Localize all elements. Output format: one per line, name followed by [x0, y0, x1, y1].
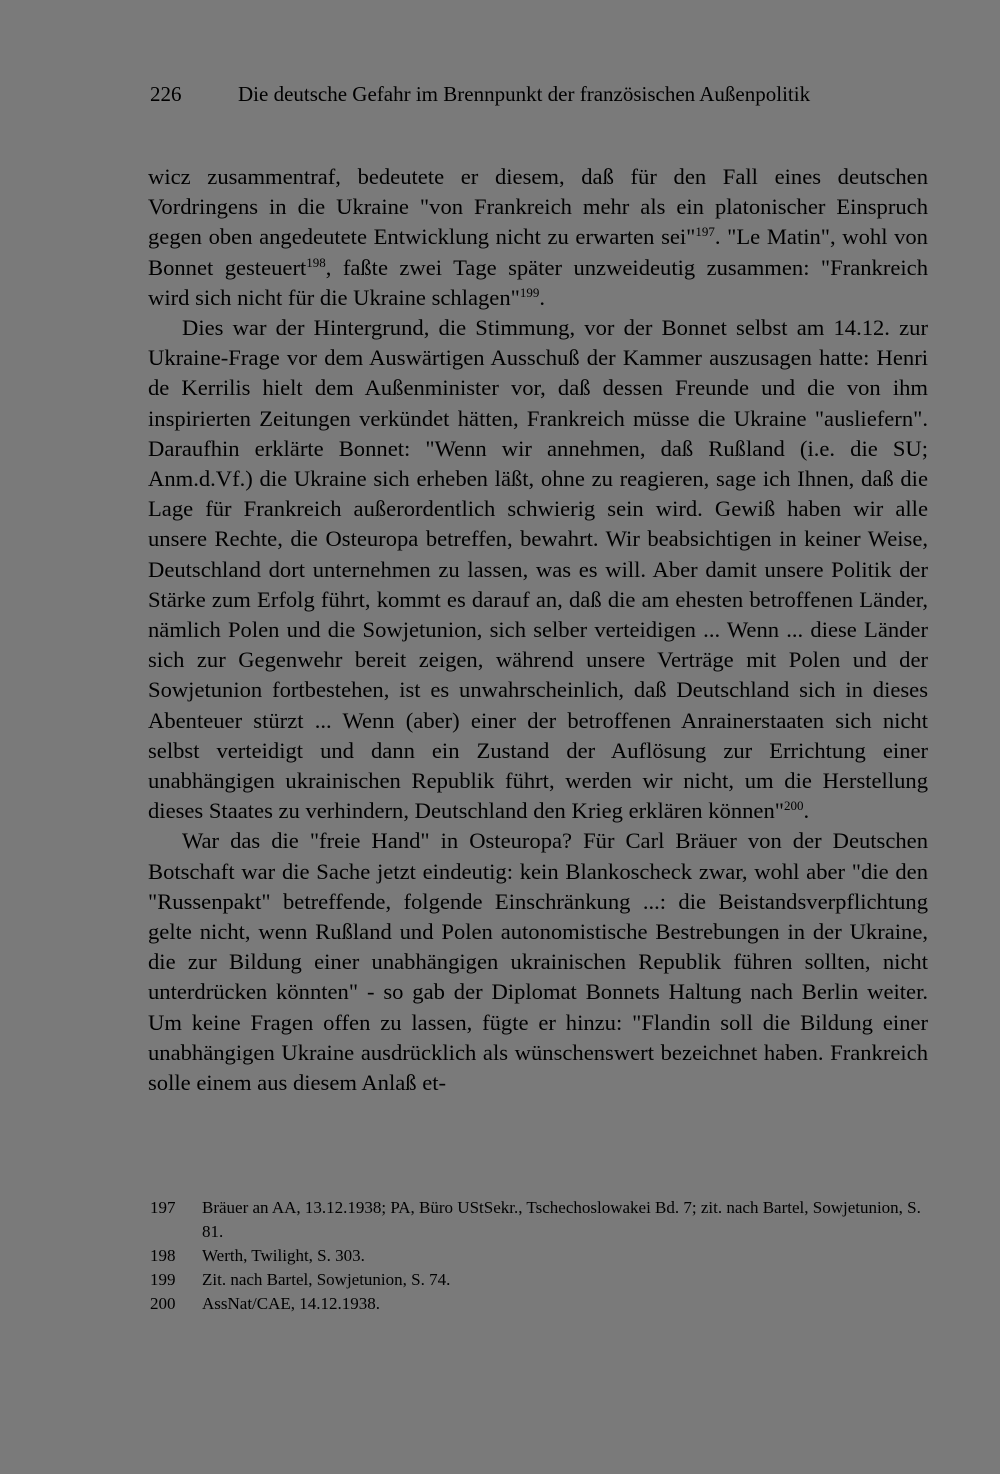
- footnote-text: AssNat/CAE, 14.12.1938.: [202, 1294, 381, 1313]
- paragraph-1-text-d: .: [539, 284, 546, 310]
- paragraph-2-text-a: Dies war der Hintergrund, die Stimmung, vor der Bonnet selbst am 14.12. zur Ukraine-Frage vor dem Auswärtigen Ausschuß der Kammer auszusagen hatte: Henri de Kerrilis hielt dem Außenminister vor, daß dessen Freunde und die von ihm inspirierten Zeitungen verkündet hätten, Frankreich müsse die Ukraine "ausliefern". Daraufhin erklärte Bonnet: "Wenn wir annehmen, daß Rußland (i.e. die SU; Anm.d.Vf.) die Ukraine sich erheben läßt, ohne zu reagieren, sage ich Ihnen, daß die Lage für Frankreich außerordentlich schwierig sein wird. Gewiß haben wir alle unsere Rechte, die Osteuropa betreffen, bewahrt. Wir beabsichtigen in keiner Weise, Deutschland dort unternehmen zu lassen, was es will. Aber damit unsere Politik der Stärke zum Erfolg führt, kommt es darauf an, daß die am ehesten betroffenen Länder, nämlich Polen und die Sowjetunion, sich selber verteidigen ... Wenn ... diese Länder sich zur Gegenwehr bereit zeigen, während unsere Verträge mit Polen und der Sowjetunion fortbestehen, ist es unwahrscheinlich, daß Deutschland sich in dieses Abenteuer stürzt ... Wenn (aber) einer der betroffenen Anrainerstaaten sich nicht selbst verteidigt und dann ein Zustand der Auflösung zur Errichtung einer unabhängigen ukrainischen Republik führt, werden wir nicht, um die Herstellung dieses Staates zu verhindern, Deutschland den Krieg erklären können": [148, 315, 928, 824]
- footnote: [150, 1196, 930, 1244]
- paragraph-2-text-b: .: [803, 798, 810, 824]
- footnotes: [150, 1196, 930, 1316]
- footnote: [150, 1244, 930, 1268]
- main-text: [148, 162, 928, 1098]
- paragraph-1: [148, 162, 928, 313]
- footnote-ref-198: 198: [306, 254, 326, 270]
- running-head: [150, 80, 850, 108]
- footnote-ref-199: 199: [519, 284, 540, 300]
- footnote-text: Werth, Twilight, S. 303.: [202, 1246, 365, 1265]
- paragraph-1-text-c: , faßte zwei Tage später unzweideutig zusammen: "Frankreich wird sich nicht für die Ukraine schlagen": [148, 254, 929, 310]
- footnote: [150, 1268, 930, 1292]
- paragraph-2: [148, 313, 928, 826]
- footnote-ref-200: 200: [783, 798, 804, 814]
- footnote-text: Zit. nach Bartel, Sowjetunion, S. 74.: [202, 1270, 451, 1289]
- footnote: [150, 1292, 930, 1316]
- running-title: Die deutsche Gefahr im Brennpunkt der französischen Außenpolitik: [238, 82, 811, 106]
- paragraph-1-text-a: wicz zusammentraf, bedeutete er diesem, daß für den Fall eines deutschen Vordringens in die Ukraine "von Frankreich mehr als ein platonischer Einspruch gegen oben angedeutete Entwicklung nicht zu erwarten sei": [148, 164, 928, 250]
- footnote-number: 199: [150, 1270, 176, 1289]
- footnote-number: 197: [150, 1198, 176, 1217]
- footnote-number: 200: [150, 1294, 176, 1313]
- paragraph-3: War das die "freie Hand" in Osteuropa? Für Carl Bräuer von der Deutschen Botschaft war die Sache jetzt eindeutig: kein Blankoscheck zwar, wohl aber "die den "Russenpakt" betreffende, folgende Einschränkung ...: die Beistandsverpflichtung gelte nicht, wenn Rußland und Polen autonomistische Bestrebungen in der Ukraine, die zur Bildung einer unabhängigen ukrainischen Republik führen sollten, nicht unterdrücken könnten" - so gab der Diplomat Bonnets Haltung nach Berlin weiter. Um keine Fragen offen zu lassen, fügte er hinzu: "Flandin soll die Bildung einer unabhängigen Ukraine ausdrücklich als wünschenswert bezeichnet haben. Frankreich solle einem aus diesem Anlaß et-: [148, 828, 928, 1096]
- footnote-ref-197: 197: [695, 224, 715, 240]
- page-number: 226: [150, 82, 182, 106]
- footnote-text: Bräuer an AA, 13.12.1938; PA, Büro UStSekr., Tschechoslowakei Bd. 7; zit. nach Bartel, Sowjetunion, S. 81.: [202, 1198, 921, 1241]
- paragraph-1-text-b: . "Le Matin", wohl von Bonnet gesteuert: [148, 224, 928, 280]
- footnote-number: 198: [150, 1246, 176, 1265]
